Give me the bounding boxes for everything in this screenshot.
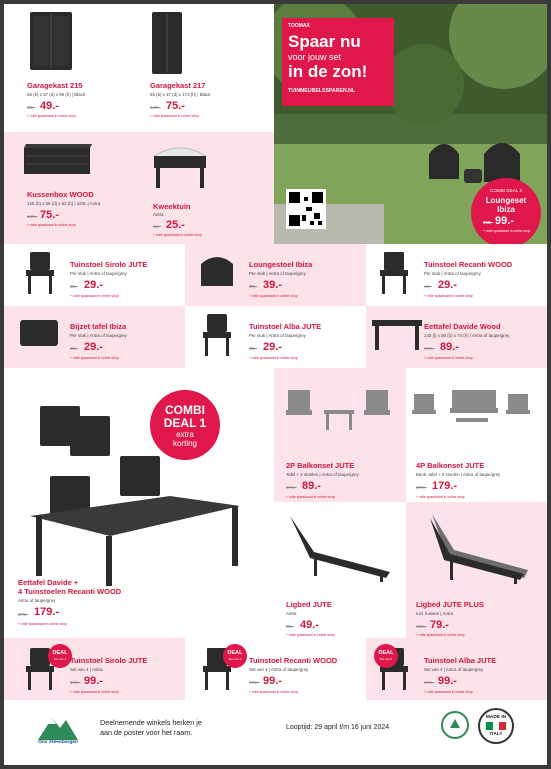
hero-line3: in de zon! bbox=[288, 62, 368, 81]
old-price: 49,- bbox=[424, 284, 432, 289]
product-desc: Antra of taupe/grey bbox=[18, 598, 56, 603]
product-desc: Per stuk | Antra of taupe/grey bbox=[70, 271, 127, 276]
deal-old-price: 250,- bbox=[483, 220, 494, 225]
product-name: Tuinstoel Alba JUTE bbox=[424, 656, 497, 665]
storage-box-image bbox=[22, 140, 94, 176]
price: 29.- bbox=[84, 279, 103, 291]
qr-code-icon[interactable] bbox=[286, 189, 326, 229]
price: 39.- bbox=[263, 279, 282, 291]
made-in-text: MADE IN bbox=[485, 715, 507, 720]
price: 49.- bbox=[300, 619, 319, 631]
price: 179.- bbox=[432, 480, 458, 492]
sunbed-cushion-image bbox=[420, 510, 532, 584]
product-desc: Set van 4 | Antra bbox=[70, 667, 103, 672]
deal-name1: Loungeset bbox=[485, 196, 527, 205]
made-in-italy-badge bbox=[478, 708, 514, 744]
deal-badge-sub: Set van 4 bbox=[53, 657, 67, 661]
savings-note: + volle spaarkaart in online shop bbox=[249, 690, 298, 694]
product-name: Tuinstoel Recanti WOOD bbox=[249, 656, 338, 665]
deal-badge bbox=[48, 644, 72, 668]
cabinet-image bbox=[30, 12, 72, 70]
savings-note: + volle spaarkaart in online shop bbox=[249, 356, 298, 360]
product-name-line1: Eettafel Davide + bbox=[18, 578, 79, 587]
price: 29.- bbox=[263, 341, 282, 353]
savings-note: + volle spaarkaart in online shop bbox=[249, 294, 298, 298]
footer-info-line2: aan de poster voor het raam. bbox=[100, 728, 193, 737]
planter-image bbox=[150, 138, 210, 188]
chair-image bbox=[201, 314, 233, 356]
product-desc: 140 (l) x 88 (b) x 74 (h) | Antra of taupe/grey bbox=[424, 333, 510, 338]
product-desc: Bank, tafel + 2 stoelen | Antra of taupe/grey bbox=[416, 472, 501, 477]
price: 99.- bbox=[84, 675, 103, 687]
deal-badge-title: DEAL bbox=[378, 650, 394, 656]
product-desc: Set van 4 | Antra of taupe/grey bbox=[424, 667, 484, 672]
tile-garagekast-215[interactable] bbox=[4, 4, 142, 132]
tile-sirolo-set4[interactable] bbox=[4, 638, 185, 700]
tile-ligbed[interactable] bbox=[274, 502, 406, 638]
savings-note: + volle spaarkaart in online shop bbox=[416, 495, 465, 499]
mountain-logo-icon bbox=[34, 710, 82, 742]
price: 99.- bbox=[438, 675, 457, 687]
price: 89.- bbox=[440, 341, 459, 353]
logo-text: Ons Steenbergen bbox=[38, 740, 78, 745]
product-name: Tuinstoel Recanti WOOD bbox=[424, 260, 513, 269]
hero-url[interactable]: TUINMEUBELSSPAREN.NL bbox=[288, 88, 356, 94]
price: 75.- bbox=[40, 209, 59, 221]
store-logo[interactable] bbox=[34, 710, 82, 750]
savings-note: + volle spaarkaart in online shop bbox=[286, 495, 335, 499]
old-price: 140,- bbox=[150, 105, 161, 110]
savings-note: + volle spaarkaart in online shop bbox=[27, 114, 76, 118]
deal-badge-sub: Set van 4 bbox=[379, 657, 393, 661]
tile-balkonset-4p[interactable] bbox=[406, 368, 547, 502]
balcony-set-image bbox=[412, 386, 538, 436]
lounge-chair-image bbox=[199, 254, 235, 290]
old-price: 55,- bbox=[27, 105, 35, 110]
old-price: 45,- bbox=[153, 224, 161, 229]
product-name: Loungestoel Ibiza bbox=[249, 260, 313, 269]
balcony-set-image bbox=[284, 386, 396, 436]
savings-note: + volle spaarkaart in online shop bbox=[70, 356, 119, 360]
product-desc: Per stuk | Antra of taupe/grey bbox=[70, 333, 127, 338]
savings-note: + volle spaarkaart in online shop bbox=[70, 690, 119, 694]
old-price: 179,- bbox=[249, 680, 260, 685]
side-table-image bbox=[18, 318, 60, 348]
tile-combi-deal-1[interactable] bbox=[4, 368, 274, 638]
price: 99.- bbox=[263, 675, 282, 687]
tile-bijzet[interactable] bbox=[4, 306, 185, 368]
old-price: 79,- bbox=[249, 284, 257, 289]
product-name-line2: 4 Tuinstoelen Recanti WOOD bbox=[18, 587, 122, 596]
deal-price: 99.- bbox=[495, 215, 514, 227]
savings-note: + volle spaarkaart in online shop bbox=[18, 622, 67, 626]
hero-photo bbox=[274, 4, 547, 244]
old-price: 155,- bbox=[416, 624, 427, 629]
recycle-certificate-icon bbox=[440, 710, 470, 740]
price: 179.- bbox=[34, 606, 60, 618]
old-price: 179,- bbox=[286, 485, 297, 490]
old-price: 375,- bbox=[18, 612, 29, 617]
product-name: Tuinstoel Sirolo JUTE bbox=[70, 260, 148, 269]
deal-label: COMBI DEAL 2 bbox=[490, 188, 522, 193]
old-price: 95,- bbox=[286, 624, 294, 629]
tile-recanti-set4[interactable] bbox=[185, 638, 366, 700]
product-name: Kussenbox WOOD bbox=[27, 190, 94, 199]
product-name: Garagekast 217 bbox=[150, 81, 206, 90]
product-desc: 65 (b) x 37 (d) x 173 (h) | Black bbox=[150, 92, 211, 97]
chair-image bbox=[378, 252, 410, 294]
product-name: Eettafel Davide Wood bbox=[424, 322, 501, 331]
footer-info-line1: Deelnemende winkels herken je bbox=[100, 718, 202, 727]
price: 25.- bbox=[166, 219, 185, 231]
badge-line2: DEAL 1 bbox=[163, 416, 207, 430]
flyer-page bbox=[4, 4, 547, 765]
deal-badge-sub: Set van 4 bbox=[228, 657, 242, 661]
product-desc: Antra bbox=[286, 611, 297, 616]
tile-alba[interactable] bbox=[185, 306, 366, 368]
product-name: 4P Balkonset JUTE bbox=[416, 461, 485, 470]
tile-kussenbox[interactable] bbox=[4, 132, 142, 244]
old-price: 179,- bbox=[424, 346, 435, 351]
italy-flag-icon bbox=[486, 722, 506, 730]
tile-alba-set4[interactable] bbox=[366, 638, 547, 700]
product-name: Garagekast 215 bbox=[27, 81, 83, 90]
tile-sirolo[interactable] bbox=[4, 244, 185, 306]
old-price: 65,- bbox=[70, 346, 78, 351]
hero-line1: Spaar nu bbox=[288, 32, 361, 51]
tile-balkonset-2p[interactable] bbox=[274, 368, 406, 502]
savings-note: + volle spaarkaart in online shop bbox=[424, 294, 473, 298]
deal-badge bbox=[374, 644, 398, 668]
price: 29.- bbox=[438, 279, 457, 291]
combi-deal-2-badge bbox=[471, 178, 541, 244]
table-image bbox=[372, 320, 422, 350]
product-desc: Per stuk | Antra of taupe/grey bbox=[249, 333, 306, 338]
badge-line1: COMBI bbox=[165, 403, 205, 417]
product-desc: Incl. kussen | Antra bbox=[416, 611, 454, 616]
brand-logo: TOOMAX bbox=[288, 23, 310, 29]
product-name: 2P Balkonset JUTE bbox=[286, 461, 355, 470]
savings-note: + volle spaarkaart in online shop bbox=[150, 114, 199, 118]
product-name: Tuinstoel Sirolo JUTE bbox=[70, 656, 148, 665]
badge-line3: extra bbox=[176, 430, 194, 439]
savings-note: + volle spaarkaart in online shop bbox=[153, 233, 202, 237]
product-name: Ligbed JUTE PLUS bbox=[416, 600, 484, 609]
product-name: Kweektuin bbox=[153, 202, 191, 211]
savings-note: + volle spaarkaart in online shop bbox=[286, 633, 335, 637]
price: 49.- bbox=[40, 100, 59, 112]
product-desc: Set van 4 | Antra of taupe/grey bbox=[249, 667, 309, 672]
tile-davide[interactable] bbox=[366, 306, 547, 368]
price: 89.- bbox=[302, 480, 321, 492]
deal-badge bbox=[223, 644, 247, 668]
product-desc: Tafel + 2 stoelen | Antra of taupe/grey bbox=[286, 472, 359, 477]
old-price: 375,- bbox=[416, 485, 427, 490]
period: Looptijd: 29 april t/m 16 juni 2024 bbox=[286, 724, 390, 731]
old-price: 179,- bbox=[70, 680, 81, 685]
tile-kweektuin[interactable] bbox=[142, 132, 274, 244]
footer bbox=[4, 700, 547, 765]
tile-recanti[interactable] bbox=[366, 244, 547, 306]
old-price: 145,- bbox=[27, 214, 38, 219]
savings-note: + volle spaarkaart in online shop bbox=[70, 294, 119, 298]
chair-image bbox=[24, 252, 56, 294]
savings-note: + volle spaarkaart in online shop bbox=[27, 223, 76, 227]
product-desc: Per stuk | Antra of taupe/grey bbox=[249, 271, 306, 276]
old-price: 35,- bbox=[70, 284, 78, 289]
tile-loungestoel[interactable] bbox=[185, 244, 366, 306]
product-name: Ligbed JUTE bbox=[286, 600, 332, 609]
badge-line4: korting bbox=[172, 439, 197, 448]
deal-note: + volle spaarkaart in online shop bbox=[483, 229, 531, 233]
tile-ligbed-plus[interactable] bbox=[406, 502, 547, 638]
hero-banner bbox=[282, 18, 394, 106]
product-desc: 120 (b) x 56 (d) x 63 (h) | 420L | Antra bbox=[27, 201, 101, 206]
deal-badge-title: DEAL bbox=[52, 650, 68, 656]
sunbed-image bbox=[284, 512, 396, 582]
product-name: Tuinstoel Alba JUTE bbox=[249, 322, 322, 331]
product-name: Bijzet tafel Ibiza bbox=[70, 322, 127, 331]
deal-name2: Ibiza bbox=[497, 205, 515, 214]
price: 79.- bbox=[430, 619, 449, 631]
tall-cabinet-image bbox=[152, 12, 182, 74]
hero-line2: voor jouw set bbox=[288, 52, 342, 62]
price: 29.- bbox=[84, 341, 103, 353]
deal-badge-title: DEAL bbox=[227, 650, 243, 656]
combi-deal-1-badge bbox=[150, 390, 220, 460]
tile-garagekast-217[interactable] bbox=[142, 4, 274, 132]
product-desc: 65 (b) x 37 (d) x 95 (h) | Black bbox=[27, 92, 85, 97]
old-price: 179,- bbox=[424, 680, 435, 685]
product-desc: Per stuk | Antra of taupe/grey bbox=[424, 271, 481, 276]
price: 75.- bbox=[166, 100, 185, 112]
product-desc: Antra bbox=[153, 212, 164, 217]
italy-text: ITALY bbox=[489, 732, 503, 737]
old-price: 45,- bbox=[249, 346, 257, 351]
savings-note: + volle spaarkaart in online shop bbox=[416, 633, 465, 637]
savings-note: + volle spaarkaart in online shop bbox=[424, 356, 473, 360]
savings-note: + volle spaarkaart in online shop bbox=[424, 690, 473, 694]
